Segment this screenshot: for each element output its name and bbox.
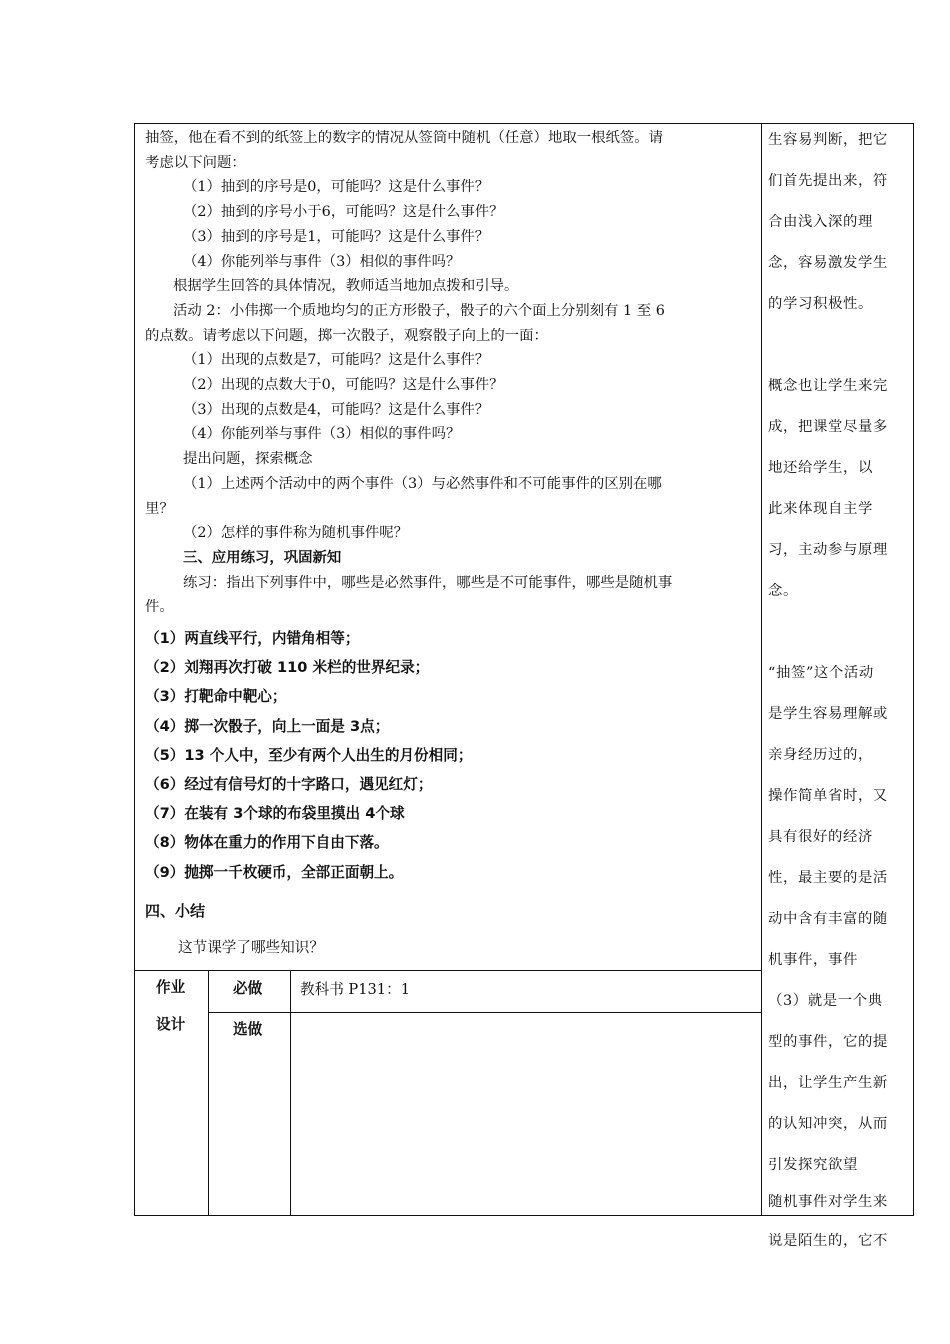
- text-line: 考虑以下问题：: [145, 154, 246, 171]
- note-line: 生容易判断，把它: [768, 132, 888, 148]
- note-line: 念，容易激发学生: [768, 255, 888, 271]
- design-notes: [768, 120, 908, 1263]
- section-heading: 三、应用练习，巩固新知: [183, 548, 342, 566]
- text-line: 件。: [145, 599, 174, 616]
- note-line: 型的事件，它的提: [768, 1034, 888, 1050]
- note-line: 的学习积极性。: [768, 296, 873, 312]
- exercise-item: （2）刘翔再次打破 110 米栏的世界纪录；: [145, 659, 430, 677]
- summary-heading: 四、小结: [145, 902, 206, 920]
- homework-label-line1: 作业: [156, 979, 186, 996]
- question-item: （1）出现的点数是7，可能吗？这是什么事件？: [183, 352, 490, 369]
- note-line: 说是陌生的，它不: [768, 1233, 888, 1249]
- homework-label-line2: 设计: [156, 1016, 186, 1033]
- question-item: （2）出现的点数大于0，可能吗？这是什么事件？: [183, 377, 504, 394]
- note-line: 操作简单省时，又: [768, 788, 888, 804]
- exercise-item: （6）经过有信号灯的十字路口，遇见红灯；: [145, 776, 433, 794]
- homework-label-divider: [208, 970, 209, 1216]
- note-line: 此来体现自主学: [768, 501, 873, 517]
- note-line: 们首先提出来，符: [768, 173, 888, 189]
- exercise-intro: 练习：指出下列事件中，哪些是必然事件，哪些是不可能事件，哪些是随机事: [183, 574, 673, 591]
- note-line: 概念也让学生来完: [768, 378, 888, 394]
- question-item: （2）抽到的序号小于6，可能吗？这是什么事件？: [183, 204, 504, 221]
- required-label: 必做: [233, 980, 263, 997]
- exercise-item: （1）两直线平行，内错角相等；: [145, 630, 360, 647]
- exercise-item: （3）打靶命中靶心；: [145, 688, 287, 706]
- concept-question: （2）怎样的事件称为随机事件呢？: [183, 525, 409, 542]
- note-line: “抽签”这个活动: [768, 665, 874, 681]
- text-line: 提出问题，探索概念: [183, 451, 313, 468]
- note-line: 念。: [768, 583, 798, 599]
- question-item: （1）抽到的序号是0，可能吗？这是什么事件？: [183, 179, 490, 196]
- note-line: 机事件，事件: [768, 952, 858, 968]
- notes-column-divider: [761, 123, 762, 1216]
- note-line: 性，最主要的是活: [768, 870, 888, 886]
- summary-text: 这节课学了哪些知识？: [178, 939, 324, 956]
- note-line: 具有很好的经济: [768, 829, 873, 845]
- note-line: 随机事件对学生来: [768, 1194, 888, 1210]
- note-line: 是学生容易理解或: [768, 706, 888, 722]
- optional-label: 选做: [233, 1021, 263, 1038]
- question-item: （4）你能列举与事件（3）相似的事件吗？: [183, 426, 461, 443]
- concept-question: （1）上述两个活动中的两个事件（3）与必然事件和不可能事件的区别在哪: [183, 475, 662, 492]
- activity-2-line: 活动 2：小伟掷一个质地均匀的正方形骰子，骰子的六个面上分别刻有 1 至 6: [173, 302, 665, 319]
- note-line: 成，把课堂尽量多: [768, 419, 888, 435]
- note-line: 合由浅入深的理: [768, 214, 873, 230]
- homework-type-divider: [290, 970, 291, 1216]
- required-value: 教科书 P131：1: [300, 981, 410, 998]
- note-line: 引发探究欲望: [768, 1157, 858, 1173]
- exercise-item: （7）在装有 3个球的布袋里摸出 4个球: [145, 805, 405, 823]
- note-spacer: [768, 612, 908, 653]
- question-item: （3）抽到的序号是1，可能吗？这是什么事件？: [183, 228, 490, 245]
- note-line: 习，主动参与原理: [768, 542, 888, 558]
- exercise-item: （4）掷一次骰子，向上一面是 3点；: [145, 717, 390, 735]
- exercise-list: [145, 624, 757, 887]
- text-line: 抽签，他在看不到的纸签上的数字的情况从签筒中随机（任意）地取一根纸签。请: [145, 130, 664, 146]
- note-line: 的认知冲突，从而: [768, 1116, 888, 1132]
- exercise-item: （9）抛掷一千枚硬币，全部正面朝上。: [145, 863, 404, 881]
- note-line: 动中含有丰富的随: [768, 911, 888, 927]
- exercise-item: （5）13 个人中，至少有两个人出生的月份相同；: [145, 746, 473, 764]
- homework-sub-divider: [208, 1012, 762, 1013]
- note-line: 亲身经历过的，: [768, 747, 873, 763]
- text-line: 根据学生回答的具体情况，教师适当地加点拨和引导。: [173, 278, 519, 295]
- note-line: （3）就是一个典: [768, 993, 883, 1009]
- question-item: （4）你能列举与事件（3）相似的事件吗？: [183, 253, 461, 270]
- note-spacer: [768, 325, 908, 366]
- lesson-content: [145, 126, 757, 620]
- note-line: 出，让学生产生新: [768, 1075, 888, 1091]
- exercise-item: （8）物体在重力的作用下自由下落。: [145, 834, 389, 852]
- text-line: 里？: [145, 500, 174, 517]
- question-item: （3）出现的点数是4，可能吗？这是什么事件？: [183, 401, 490, 418]
- note-line: 地还给学生，以: [768, 460, 873, 476]
- text-line: 的点数。请考虑以下问题，掷一次骰子，观察骰子向上的一面：: [145, 327, 548, 344]
- homework-row-divider: [134, 970, 762, 971]
